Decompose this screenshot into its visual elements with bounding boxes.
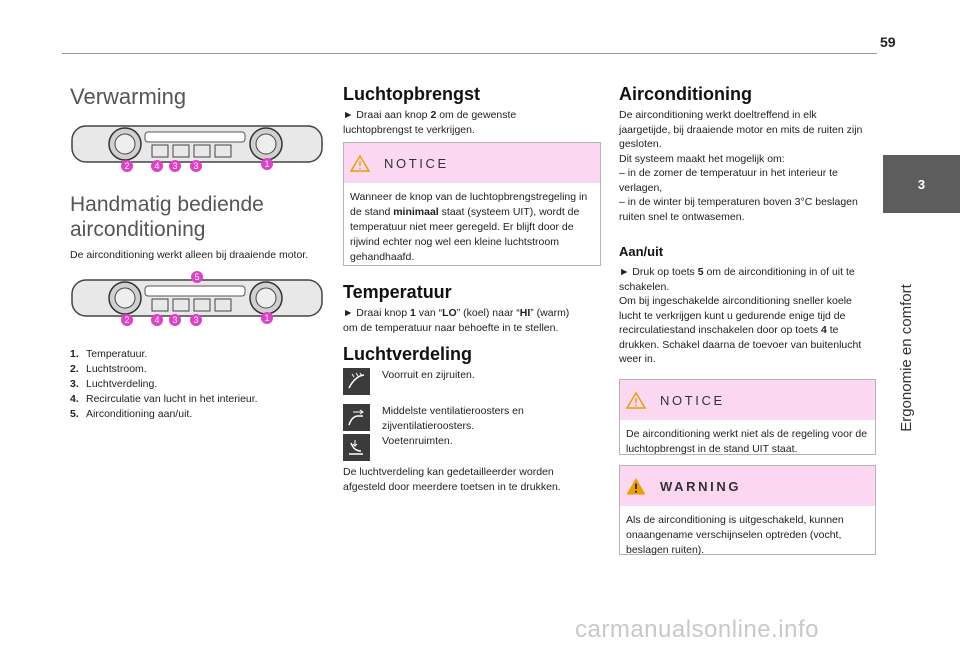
header-rule	[62, 53, 877, 54]
warning-triangle-icon	[626, 391, 646, 409]
heading-temperatuur: Temperatuur	[343, 282, 452, 302]
heading-verwarming: Verwarming	[70, 84, 187, 109]
list-item: Middelste ventilatieroosters en zijventilatieroosters.	[343, 404, 588, 434]
list-item: 1. Temperatuur.	[70, 348, 148, 360]
callout: 1	[264, 159, 270, 169]
control-panel-illustration-1	[70, 120, 326, 176]
callout: 4	[154, 161, 160, 171]
windscreen-defrost-icon	[343, 368, 370, 395]
callout: 3	[193, 315, 199, 325]
list-item: 4. Recirculatie van lucht in het interieur.	[70, 393, 258, 405]
list-item: 2. Luchtstroom.	[70, 363, 147, 375]
heading-handmatig: Handmatig bediende airconditioning	[70, 193, 264, 241]
warning-text: Als de airconditioning is uitgeschakeld, kunnen onaangename verschijnselen optreden (vocht, beslagen ruiten).	[626, 514, 844, 556]
callout: 3	[172, 315, 178, 325]
warning-triangle-icon	[626, 477, 646, 495]
chapter-number: 3	[917, 176, 926, 192]
callout: 5	[194, 272, 200, 282]
control-legend	[70, 347, 330, 422]
heading-airconditioning: Airconditioning	[619, 84, 752, 104]
heading-aan-uit: Aan/uit	[619, 244, 664, 259]
temp-text: ► Draai knop 1 van “LO” (koel) naar “HI” (warm) om de temperatuur naar behoefte in te stellen.	[343, 307, 570, 334]
chapter-tab[interactable]	[883, 155, 960, 213]
heading-luchtverdeling: Luchtverdeling	[343, 344, 473, 364]
onoff-text: ► Druk op toets 5 om de airconditioning in of uit te schakelen. Om bij ingeschakelde airconditioning sneller koele lucht te verkrijgen kunt u gedurende enige tijd de recirculatiestand inschakelen door op toets 4 te drukken. Schakel daarna de toevoer van buitenlucht weer in.	[619, 266, 862, 365]
notice-text: Wanneer de knop van de luchtopbrengstregeling in de stand minimaal staat (systeem UIT), wordt de temperatuur niet meer geregeld. Er blijft door de rijwind echter nog wel een kleine luchtstroom gehandhaafd.	[350, 191, 588, 263]
watermark: carmanualsonline.info	[575, 616, 819, 643]
warning-title: WARNING	[660, 478, 742, 494]
notice-title: NOTICE	[660, 392, 725, 408]
notice-text: De airconditioning werkt niet als de regeling voor de luchtopbrengst in de stand UIT staat.	[626, 428, 868, 455]
list-item: 5. Airconditioning aan/uit.	[70, 408, 193, 420]
list-item: 3. Luchtverdeling.	[70, 378, 158, 390]
callout: 4	[154, 315, 160, 325]
callout: 1	[264, 313, 270, 323]
distribution-list	[343, 368, 588, 464]
callout: 3	[193, 161, 199, 171]
distribution-note: De luchtverdeling kan gedetailleerder worden afgesteld door meerdere toetsen in te drukken.	[343, 466, 561, 493]
chapter-title: Ergonomie en comfort	[898, 284, 915, 432]
intro-text: De airconditioning werkt alleen bij draaiende motor.	[70, 249, 309, 261]
list-item: Voorruit en zijruiten.	[343, 368, 588, 400]
control-panel-illustration-2	[70, 268, 326, 330]
airflow-text: ► Draai aan knop 2 om de gewenste luchtopbrengst te verkrijgen.	[343, 109, 517, 136]
face-vent-icon	[343, 404, 370, 431]
footwell-vent-icon	[343, 434, 370, 461]
ac-intro: De airconditioning werkt doeltreffend in elk jaargetijde, bij draaiende motor en mits de ruiten zijn gesloten. Dit systeem maakt het mogelijk om: – in de zomer de temperatuur in het interieur te verlagen, – in de winter bij temperaturen boven 3°C beslagen ruiten snel te ontwasemen.	[619, 109, 863, 223]
warning-box-ac	[619, 465, 876, 555]
chapter-side-label	[896, 228, 916, 488]
heading-luchtopbrengst: Luchtopbrengst	[343, 84, 480, 104]
callout: 2	[124, 315, 130, 325]
notice-box-ac	[619, 379, 876, 455]
warning-triangle-icon	[350, 154, 370, 172]
page-number: 59	[880, 34, 896, 50]
callout: 3	[172, 161, 178, 171]
callout: 2	[124, 161, 130, 171]
notice-box-airflow	[343, 142, 601, 266]
notice-title: NOTICE	[384, 155, 449, 171]
list-item: Voetenruimten.	[343, 434, 588, 464]
